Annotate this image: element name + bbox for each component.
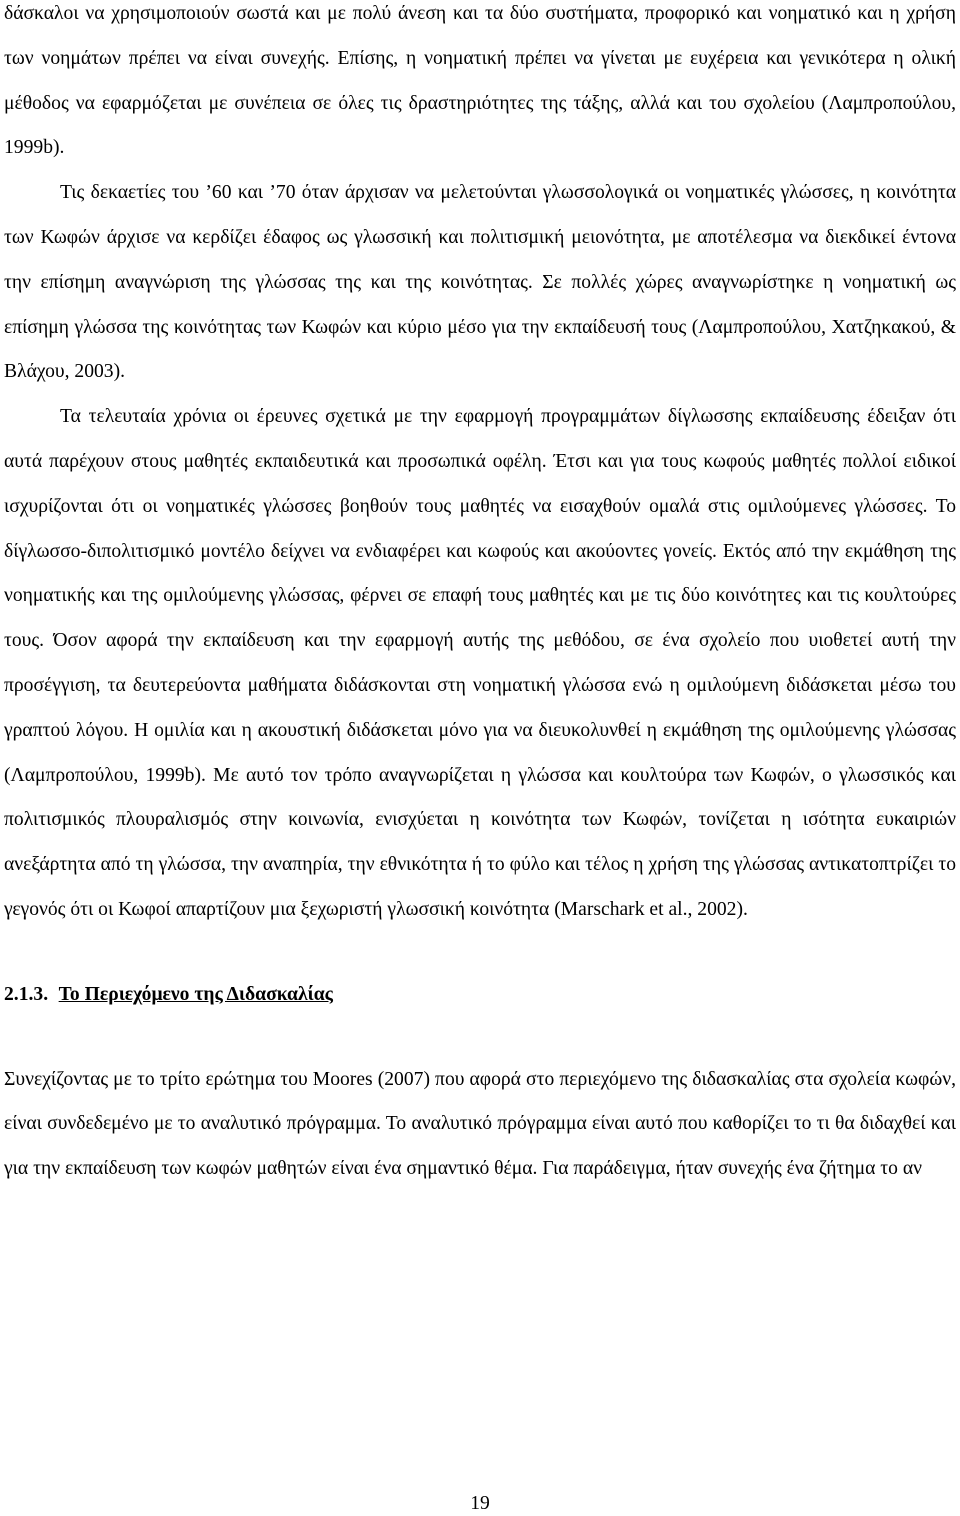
paragraph-research: Τα τελευταία χρόνια οι έρευνες σχετικά με την εφαρμογή προγραμμάτων δίγλωσσης εκπαίδευσης έδειξαν ότι αυτά παρέχουν στους μαθητές εκπαιδευτικά και προσωπικά οφέλη. Έτσι και για τους κωφούς μαθητές πολλοί ειδικοί ισχυρίζονται ότι οι νοηματικές γλώσσες βοηθούν τους μαθητές να εισαχθούν ομαλά στις ομιλούμενες γλώσσες. Το δίγλωσσο-διπολιτισμικό μοντέλο δείχνει να ενδιαφέρει και κωφούς και ακούοντες γονείς. Εκτός από την εκμάθηση της νοηματικής και της ομιλούμενης γλώσσας, φέρνει σε επαφή τους μαθητές και με τις δύο κοινότητες και τις κουλτούρες τους. Όσον αφορά την εκπαίδευση και την εφαρμογή αυτής της μεθόδου, σε ένα σχολείο που υιοθετεί αυτή την προσέγγιση, τα δευτερεύοντα μαθήματα διδάσκονται στη νοηματική γλώσσα ενώ η ομιλούμενη διδάσκεται μέσω του γραπτού λόγου. Η ομιλία και η ακουστική διδάσκεται μόνο για να διευκολυνθεί η εκμάθηση της ομιλούμενης γλώσσας (Λαμπροπούλου, 1999b). Με αυτό τον τρόπο αναγνωρίζεται η γλώσσα και κουλτούρα των Κωφών, ο γλωσσικός και πολιτισμικός πλουραλισμός στην κοινωνία, ενισχύεται η κοινότητα των Κωφών, τονίζεται η ισότητα ευκαιριών ανεξάρτητα από τη γλώσσα, την αναπηρία, την εθνικότητα ή το φύλο και τέλος η χρήση της γλώσσας αντικατοπτρίζει το γεγονός ότι οι Κωφοί απαρτίζουν μια ξεχωριστή γλωσσική κοινότητα (Marschark et al., 2002). xyxy=(4,406,956,920)
section-number: 2.1.3. xyxy=(4,983,49,1005)
section-heading xyxy=(4,973,956,1018)
section-title: Το Περιεχόμενο της Διδασκαλίας xyxy=(58,983,333,1005)
page-number: 19 xyxy=(470,1493,490,1514)
paragraph-continuation: δάσκαλοι να χρησιμοποιούν σωστά και με πολύ άνεση και τα δύο συστήματα, προφορικό και νοηματικό και η χρήση των νοημάτων πρέπει να είναι συνεχής. Επίσης, η νοηματική πρέπει να γίνεται με ευχέρεια και γενικότερα η ολική μέθοδος να εφαρμόζεται με συνέπεια σε όλες τις δραστηριότητες της τάξης, αλλά και του σχολείου (Λαμπροπούλου, 1999b). xyxy=(4,3,956,159)
paragraph-decades: Τις δεκαετίες του ’60 και ’70 όταν άρχισαν να μελετούνται γλωσσολογικά οι νοηματικές γλώσσες, η κοινότητα των Κωφών άρχισε να κερδίζει έδαφος ως γλωσσική και πολιτισμική μειονότητα, με αποτέλεσμα να διεκδικεί έντονα την επίσημη αναγνώριση της γλώσσας της και της κοινότητας. Σε πολλές χώρες αναγνωρίστηκε η νοηματική ως επίσημη γλώσσα της κοινότητας των Κωφών και κύριο μέσο για την εκπαίδευσή τους (Λαμπροπούλου, Χατζηκακού, & Βλάχου, 2003). xyxy=(4,182,956,383)
paragraph-curriculum: Συνεχίζοντας με το τρίτο ερώτημα του Moores (2007) που αφορά στο περιεχόμενο της διδασκαλίας στα σχολεία κωφών, είναι συνδεδεμένο με το αναλυτικό πρόγραμμα. Το αναλυτικό πρόγραμμα είναι αυτό που καθορίζει το τι θα διδαχθεί και για την εκπαίδευση των κωφών μαθητών είναι ένα σημαντικό θέμα. Για παράδειγμα, ήταν συνεχής ένα ζήτημα το αν xyxy=(4,1068,956,1180)
document-page xyxy=(4,0,956,1192)
